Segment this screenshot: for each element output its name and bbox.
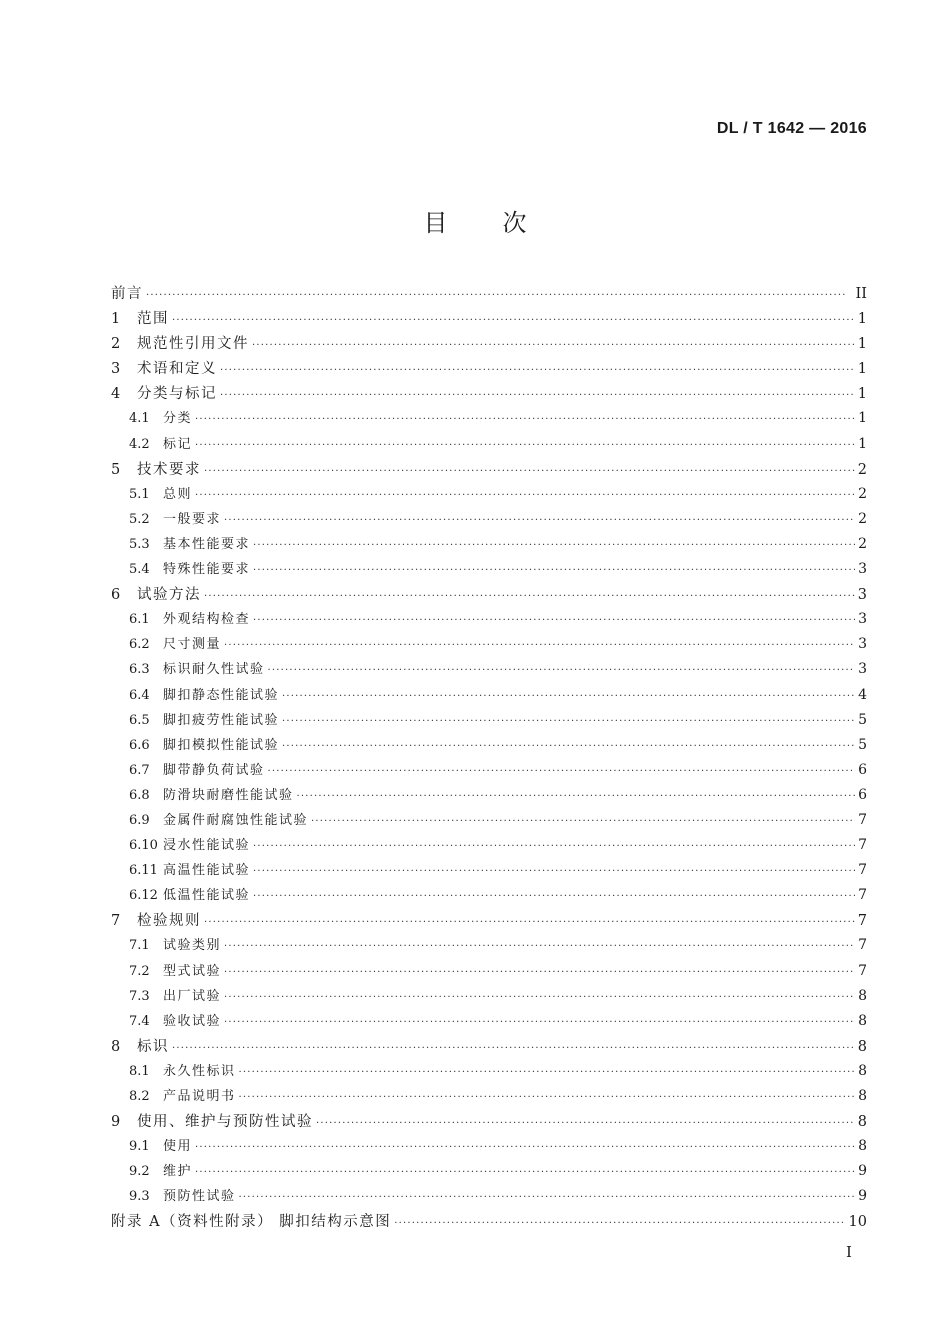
toc-entry-number: 9.2 (129, 1164, 150, 1180)
toc-entry-number: 6.12 (129, 888, 158, 904)
toc-entry-label: 脚扣静态性能试验 (163, 687, 280, 703)
toc-entry-number: 4.1 (129, 411, 150, 427)
toc-entry-label: 永久性标识 (163, 1063, 236, 1079)
toc-dot-leader (239, 1068, 856, 1078)
toc-entry-number: 7.1 (129, 938, 150, 954)
toc-entry[interactable] (111, 307, 867, 332)
toc-entry[interactable] (111, 934, 867, 959)
toc-entry[interactable] (111, 458, 867, 483)
toc-entry-page: 2 (857, 461, 867, 478)
toc-entry-number: 9 (111, 1114, 121, 1131)
toc-dot-leader (220, 391, 855, 401)
title-char-2: 次 (502, 209, 527, 237)
toc-entry-number: 3 (111, 361, 121, 378)
toc-dot-leader (311, 817, 855, 827)
toc-entry[interactable] (111, 282, 867, 307)
toc-entry-page: 2 (858, 510, 867, 527)
toc-entry-number: 6.10 (129, 838, 158, 854)
toc-entry-number: 7.2 (129, 963, 150, 979)
toc-dot-leader (282, 742, 855, 752)
toc-entry[interactable] (111, 508, 867, 533)
toc-dot-leader (146, 291, 853, 301)
toc-entry[interactable] (111, 583, 867, 608)
toc-entry[interactable] (111, 382, 867, 407)
toc-dot-leader (253, 867, 855, 877)
toc-entry-number: 1 (111, 311, 121, 328)
toc-entry-page: 1 (857, 311, 867, 328)
toc-entry-label: 型式试验 (163, 963, 222, 979)
toc-entry-label: 范围 (137, 311, 169, 328)
toc-entry-label: 附录 A（资料性附录） 脚扣结构示意图 (111, 1214, 392, 1231)
toc-entry-page: 8 (858, 1012, 867, 1029)
toc-entry[interactable] (111, 608, 867, 633)
toc-entry-label: 高温性能试验 (163, 863, 251, 879)
toc-dot-leader (268, 666, 856, 676)
page-title (0, 203, 950, 238)
toc-entry-page: 9 (858, 1163, 867, 1180)
toc-entry[interactable] (111, 483, 867, 508)
toc-entry-label: 脚带静负荷试验 (163, 762, 265, 778)
toc-entry-label: 验收试验 (163, 1013, 222, 1029)
toc-entry-page: 4 (858, 686, 867, 703)
toc-entry[interactable] (111, 859, 867, 884)
toc-entry-label: 一般要求 (163, 511, 222, 527)
page-number: I (846, 1243, 852, 1261)
toc-entry-label: 分类与标记 (137, 386, 217, 403)
toc-entry[interactable] (111, 357, 867, 382)
toc-dot-leader (253, 541, 855, 551)
toc-entry-number: 6.7 (129, 762, 150, 778)
toc-dot-leader (224, 993, 855, 1003)
toc-entry[interactable] (111, 784, 867, 809)
toc-entry[interactable] (111, 759, 867, 784)
toc-entry[interactable] (111, 1160, 867, 1185)
toc-dot-leader (224, 942, 855, 952)
toc-entry-number: 8.2 (129, 1089, 150, 1104)
toc-entry-label: 规范性引用文件 (137, 336, 249, 353)
toc-entry-number: 5.3 (129, 536, 150, 552)
toc-entry[interactable] (111, 1185, 867, 1210)
toc-entry-label: 预防性试验 (163, 1189, 236, 1205)
toc-entry-label: 技术要求 (137, 461, 201, 478)
toc-entry-page: 7 (857, 913, 867, 930)
toc-entry-number: 6.2 (129, 637, 150, 653)
toc-dot-leader (204, 467, 855, 477)
toc-entry-label: 脚扣疲劳性能试验 (163, 712, 280, 728)
toc-entry-page: 8 (858, 987, 867, 1004)
toc-entry-number: 4.2 (129, 436, 150, 452)
toc-entry[interactable] (111, 684, 867, 709)
toc-entry-page: 5 (858, 711, 867, 728)
toc-dot-leader (253, 566, 855, 576)
toc-dot-leader (253, 842, 855, 852)
toc-entry-number: 4 (111, 386, 121, 403)
toc-entry-page: 3 (858, 611, 867, 628)
toc-entry[interactable] (111, 1010, 867, 1035)
toc-entry-number: 5.1 (129, 486, 150, 502)
toc-entry[interactable] (111, 1060, 867, 1085)
toc-entry-page: 10 (848, 1214, 867, 1231)
toc-dot-leader (195, 1143, 855, 1153)
toc-dot-leader (172, 1044, 855, 1054)
toc-dot-leader (224, 1018, 855, 1028)
toc-entry-number: 6 (111, 587, 121, 604)
toc-dot-leader (282, 717, 855, 727)
toc-entry-label: 维护 (163, 1164, 193, 1180)
toc-entry-page: 6 (858, 786, 867, 803)
toc-entry-number: 6.1 (129, 612, 150, 628)
toc-entry-label: 出厂试验 (163, 988, 222, 1004)
toc-entry[interactable] (111, 1085, 867, 1110)
toc-entry-label: 尺寸测量 (163, 637, 222, 653)
toc-entry[interactable] (111, 1035, 867, 1060)
toc-entry-number: 5.2 (129, 511, 150, 527)
toc-entry[interactable] (111, 1210, 867, 1235)
toc-entry[interactable] (111, 1135, 867, 1160)
toc-entry-page: II (855, 286, 867, 302)
toc-dot-leader (316, 1119, 855, 1129)
toc-entry[interactable] (111, 809, 867, 834)
toc-entry-number: 8 (111, 1038, 121, 1055)
toc-entry[interactable] (111, 407, 867, 432)
toc-entry-page: 9 (858, 1188, 867, 1205)
toc-entry-page: 7 (858, 811, 867, 828)
toc-entry-page: 7 (858, 837, 867, 854)
toc-entry-page: 2 (858, 535, 867, 552)
toc-dot-leader (220, 366, 855, 376)
title-char-1: 目 (423, 209, 448, 237)
toc-entry-page: 8 (858, 1088, 867, 1104)
toc-entry-page: 1 (857, 386, 867, 403)
toc-entry[interactable] (111, 533, 867, 558)
toc-entry-label: 外观结构检查 (163, 612, 251, 628)
toc-entry-page: 7 (858, 937, 867, 954)
toc-entry-label: 分类 (163, 411, 193, 427)
toc-entry-page: 6 (858, 761, 867, 778)
toc-entry-label: 标识 (137, 1038, 169, 1055)
toc-entry-number: 8.1 (129, 1063, 150, 1079)
toc-entry-label: 产品说明书 (163, 1089, 236, 1104)
toc-dot-leader (204, 918, 855, 928)
toc-entry-label: 标记 (163, 436, 193, 452)
toc-entry-label: 总则 (163, 486, 193, 502)
toc-entry-page: 1 (858, 410, 867, 427)
toc-entry-label: 术语和定义 (137, 361, 217, 378)
standard-code: DL / T 1642 — 2016 (716, 120, 867, 137)
toc-entry-page: 7 (858, 862, 867, 879)
toc-entry[interactable] (111, 1110, 867, 1135)
toc-entry-page: 1 (858, 435, 867, 452)
toc-entry-number: 6.3 (129, 662, 150, 678)
toc-entry-label: 金属件耐腐蚀性能试验 (163, 812, 309, 828)
toc-entry-page: 8 (858, 1138, 867, 1155)
toc-entry-page: 7 (858, 962, 867, 979)
toc-entry-label: 脚扣模拟性能试验 (163, 737, 280, 753)
toc-dot-leader (195, 1168, 855, 1178)
toc-entry-page: 5 (858, 736, 867, 753)
toc-entry-label: 试验方法 (137, 587, 201, 604)
toc-entry-number: 6.4 (129, 687, 150, 703)
toc-entry-number: 9.1 (129, 1139, 150, 1155)
toc-entry-label: 标识耐久性试验 (163, 662, 265, 678)
toc-entry-label: 试验类别 (163, 938, 222, 954)
toc-entry[interactable] (111, 734, 867, 759)
toc-entry[interactable] (111, 909, 867, 934)
toc-entry-number: 2 (111, 336, 121, 353)
toc-dot-leader (297, 792, 856, 802)
toc-entry-number: 5 (111, 461, 121, 478)
toc-dot-leader (224, 516, 855, 526)
toc-entry-page: 8 (857, 1114, 867, 1131)
toc-dot-leader (195, 491, 855, 501)
toc-entry-label: 前言 (111, 286, 143, 302)
toc-entry[interactable] (111, 985, 867, 1010)
toc-entry-page: 1 (857, 361, 867, 378)
toc-entry[interactable] (111, 709, 867, 734)
toc-entry-page: 8 (858, 1062, 867, 1079)
toc-dot-leader (253, 616, 855, 626)
toc-entry-page: 3 (858, 636, 867, 653)
toc-entry-label: 浸水性能试验 (163, 838, 251, 854)
toc-entry-number: 7.4 (129, 1013, 150, 1029)
toc-entry-number: 7 (111, 913, 121, 930)
toc-entry-label: 特殊性能要求 (163, 562, 251, 578)
toc-entry-page: 7 (858, 887, 867, 904)
toc-entry-number: 6.5 (129, 712, 150, 728)
toc-entry-number: 6.6 (129, 737, 150, 753)
toc-dot-leader (224, 968, 855, 978)
toc-entry-number: 6.11 (129, 863, 158, 879)
toc-dot-leader (239, 1193, 856, 1203)
toc-entry-label: 防滑块耐磨性能试验 (163, 787, 294, 803)
toc-entry-label: 检验规则 (137, 913, 201, 930)
toc-dot-leader (253, 892, 855, 902)
toc-entry-page: 3 (857, 587, 867, 604)
toc-dot-leader (224, 641, 855, 651)
toc-entry-number: 9.3 (129, 1189, 150, 1205)
toc-entry-label: 低温性能试验 (163, 888, 251, 904)
toc-entry[interactable] (111, 558, 867, 583)
toc-entry[interactable] (111, 658, 867, 683)
toc-entry-page: 3 (858, 561, 867, 578)
toc-dot-leader (282, 692, 855, 702)
toc-entry[interactable] (111, 332, 867, 357)
toc-entry[interactable] (111, 834, 867, 859)
toc-dot-leader (394, 1219, 845, 1229)
toc-dot-leader (172, 316, 855, 326)
toc-entry-page: 2 (858, 485, 867, 502)
toc-entry-label: 使用 (163, 1139, 193, 1155)
toc-entry-page: 8 (857, 1038, 867, 1055)
toc-entry-number: 6.9 (129, 812, 150, 828)
table-of-contents (111, 282, 867, 1236)
toc-dot-leader (195, 415, 855, 425)
toc-dot-leader (252, 341, 855, 351)
toc-entry[interactable] (111, 884, 867, 909)
toc-entry[interactable] (111, 633, 867, 658)
toc-entry-number: 7.3 (129, 988, 150, 1004)
toc-entry-page: 3 (858, 661, 867, 678)
toc-entry[interactable] (111, 433, 867, 458)
toc-entry-number: 6.8 (129, 787, 150, 803)
toc-dot-leader (268, 767, 856, 777)
toc-dot-leader (195, 441, 855, 451)
toc-dot-leader (204, 592, 855, 602)
toc-entry[interactable] (111, 960, 867, 985)
toc-entry-label: 基本性能要求 (163, 536, 251, 552)
toc-entry-label: 使用、维护与预防性试验 (137, 1114, 313, 1131)
toc-dot-leader (239, 1093, 856, 1103)
toc-entry-page: 1 (857, 336, 867, 353)
toc-entry-number: 5.4 (129, 562, 150, 578)
